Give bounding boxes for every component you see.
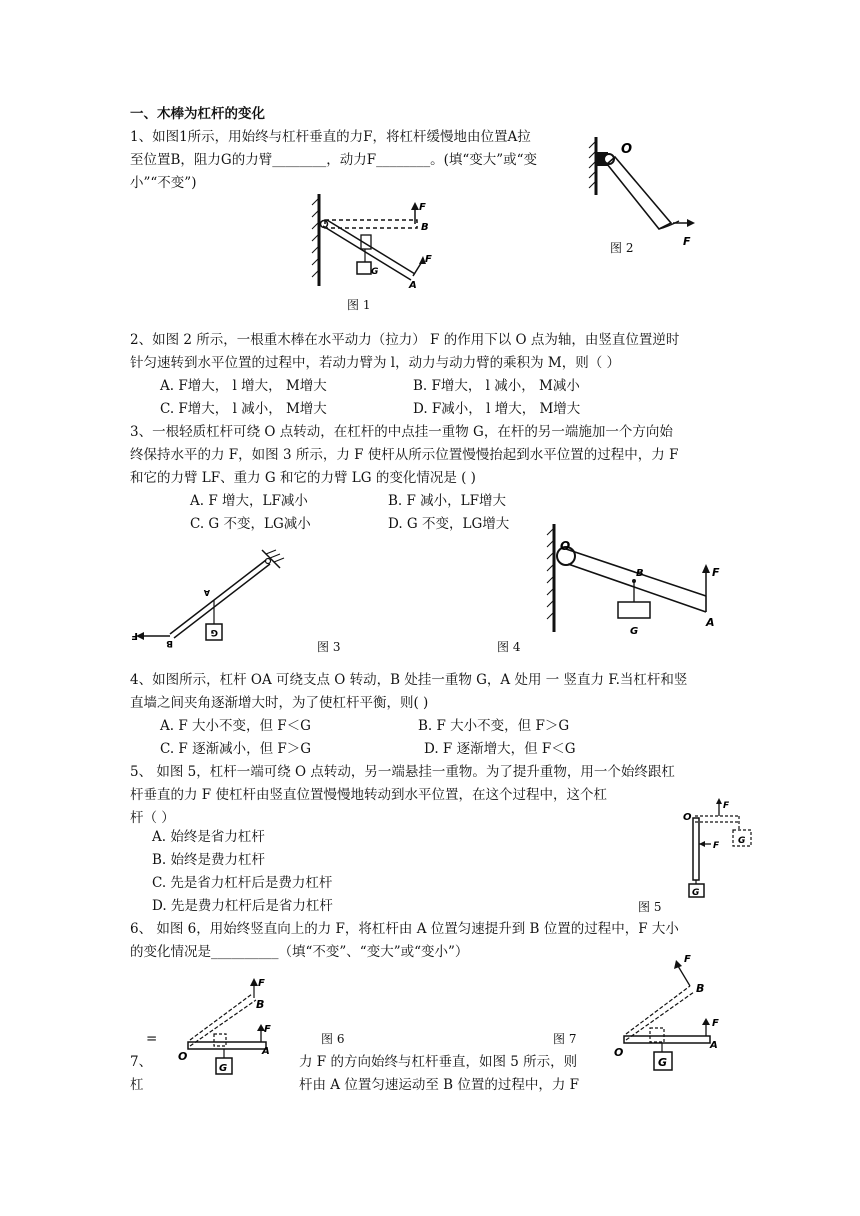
q3-line-1: 3、一根轻质杠杆可绕 O 点转动，在杠杆的中点挂一重物 G，在杆的另一端施加一个方向始 [130, 424, 673, 440]
q7-line-2-first: 杠 [130, 1077, 144, 1093]
q1-line-1: 1、如图1所示，用始终与杠杆垂直的力F，将杠杆缓慢地由位置A拉 [130, 129, 531, 145]
fig4-label-a: A [706, 616, 715, 629]
q5-line-1: 5、 如图 5，杠杆一端可绕 O 点转动，另一端悬挂一重物。为了提升重物，用一个始终跟杠 [130, 764, 675, 780]
q7-line-2: 杆由 A 位置匀速运动至 B 位置的过程中，力 F [299, 1077, 579, 1093]
fig1-caption: 图 1 [347, 298, 371, 312]
fig5-label-f-side: F [713, 841, 720, 851]
fig7-label-f-bottom: F [712, 1018, 719, 1029]
q4-option-d: D. F 逐渐增大，但 F＜G [424, 741, 576, 757]
q4-option-b: B. F 大小不变，但 F＞G [418, 718, 570, 734]
q3-option-c: C. G 不变，LG减小 [190, 516, 311, 532]
q6-line-2: 的变化情况是__________（填“不变”、“变大”或“变小”） [130, 944, 469, 960]
fig1-label-f-top: F [419, 202, 426, 213]
fig5-label-g: G [692, 888, 700, 898]
fig4-label-o: O [560, 539, 571, 553]
fig6-label-b: B [256, 998, 265, 1011]
q2-line-2: 针匀速转到水平位置的过程中，若动力臂为 l，动力与动力臂的乘积为 M，则（ ） [130, 355, 621, 371]
q4-option-a: A. F 大小不变，但 F＜G [160, 718, 311, 734]
fig7-label-g: G [658, 1056, 668, 1069]
fig4-caption: 图 4 [497, 640, 521, 654]
fig6-label-f-top: F [258, 978, 265, 989]
q5-line-3: 杆（ ） [130, 810, 175, 826]
q3-line-3: 和它的力臂 LF、重力 G 和它的力臂 LG 的变化情况是 ( ) [130, 470, 476, 486]
fig1-label-g: G [371, 267, 379, 277]
fig7-caption: 图 7 [553, 1032, 577, 1046]
fig1-label-f-bottom: F [425, 254, 432, 265]
q5-option-d: D. 先是费力杠杆后是省力杠杆 [152, 898, 333, 914]
q5-option-a: A. 始终是省力杠杆 [152, 829, 265, 845]
fig6-label-o: O [178, 1050, 188, 1063]
fig3-label-f: F [131, 630, 138, 641]
fig6-caption: 图 6 [321, 1032, 345, 1046]
q4-line-2: 直墙之间夹角逐渐增大时，为了使杠杆平衡，则( ) [130, 695, 429, 711]
q4-option-c: C. F 逐渐减小，但 F＞G [160, 741, 312, 757]
stray-equals: = [146, 1031, 158, 1047]
figure-3 [130, 546, 285, 646]
section-title: 一、木棒为杠杆的变化 [130, 106, 265, 122]
q3-line-2: 终保持水平的力 F，如图 3 所示，力 F 使杆从所示位置慢慢抬起到水平位置的过程中，力 F [130, 447, 679, 463]
q5-option-b: B. 始终是费力杠杆 [152, 852, 266, 868]
fig6-label-g: G [219, 1063, 228, 1074]
figure-5 [675, 796, 770, 898]
fig5-label-o: O [683, 812, 692, 823]
fig7-label-f-top: F [684, 954, 691, 965]
fig5-label-f-top: F [723, 801, 730, 811]
fig4-label-f: F [712, 566, 720, 579]
fig2-caption: 图 2 [610, 241, 634, 255]
q1-line-2: 至位置B，阻力G的力臂________，动力F________。(填“变大”或“变 [130, 152, 538, 168]
figure-1 [305, 188, 445, 293]
figure-4 [540, 520, 730, 638]
q6-line-1: 6、 如图 6，用始终竖直向上的力 F，将杠杆由 A 位置匀速提升到 B 位置的过程中，F 大小 [130, 921, 679, 937]
fig1-label-b: B [421, 222, 429, 233]
q2-option-a: A. F增大， l 增大， M增大 [160, 378, 327, 394]
figure-2 [585, 135, 705, 250]
q5-option-c: C. 先是省力杠杆后是费力杠杆 [152, 875, 333, 891]
fig1-label-a: A [409, 280, 417, 291]
fig6-label-f-bottom: F [264, 1024, 271, 1035]
q2-option-c: C. F增大， l 减小， M增大 [160, 401, 327, 417]
q2-option-d: D. F减小， l 增大， M增大 [413, 401, 581, 417]
figure-7 [606, 952, 746, 1074]
fig3-label-a: A [203, 588, 210, 597]
fig5-label-g-dashed: G [738, 836, 746, 846]
fig3-label-g: G [210, 627, 218, 637]
q3-option-a: A. F 增大，LF减小 [190, 493, 308, 509]
q2-option-b: B. F增大， l 减小， M减小 [413, 378, 580, 394]
q7-line-1: 力 F 的方向始终与杠杆垂直，如图 5 所示，则 [299, 1054, 578, 1070]
q1-line-3: 小”“不变”) [130, 175, 197, 191]
fig2-label-f: F [683, 235, 691, 248]
fig6-label-a: A [262, 1046, 270, 1057]
figure-6 [170, 968, 300, 1078]
fig7-label-b: B [696, 982, 705, 995]
q3-option-d: D. G 不变，LG增大 [388, 516, 510, 532]
fig2-label-o: O [621, 142, 633, 157]
fig3-label-b: B [166, 638, 173, 648]
q4-line-1: 4、如图所示，杠杆 OA 可绕支点 O 转动，B 处挂一重物 G，A 处用 一 竖直力 F.当杠杆和竖 [130, 672, 688, 688]
fig4-label-b: B [636, 568, 644, 579]
q5-line-2: 杆垂直的力 F 使杠杆由竖直位置慢慢地转动到水平位置，在这个过程中，这个杠 [130, 787, 607, 803]
q7-number: 7、 [130, 1054, 153, 1070]
q3-option-b: B. F 减小，LF增大 [388, 493, 506, 509]
fig7-label-a: A [710, 1040, 718, 1051]
fig5-caption: 图 5 [638, 900, 662, 914]
fig3-caption: 图 3 [317, 640, 341, 654]
fig7-label-o: O [614, 1046, 624, 1059]
q2-line-1: 2、如图 2 所示，一根重木棒在水平动力（拉力） F 的作用下以 O 点为轴，由竖直位置逆时 [130, 332, 680, 348]
fig4-label-g: G [630, 626, 639, 637]
